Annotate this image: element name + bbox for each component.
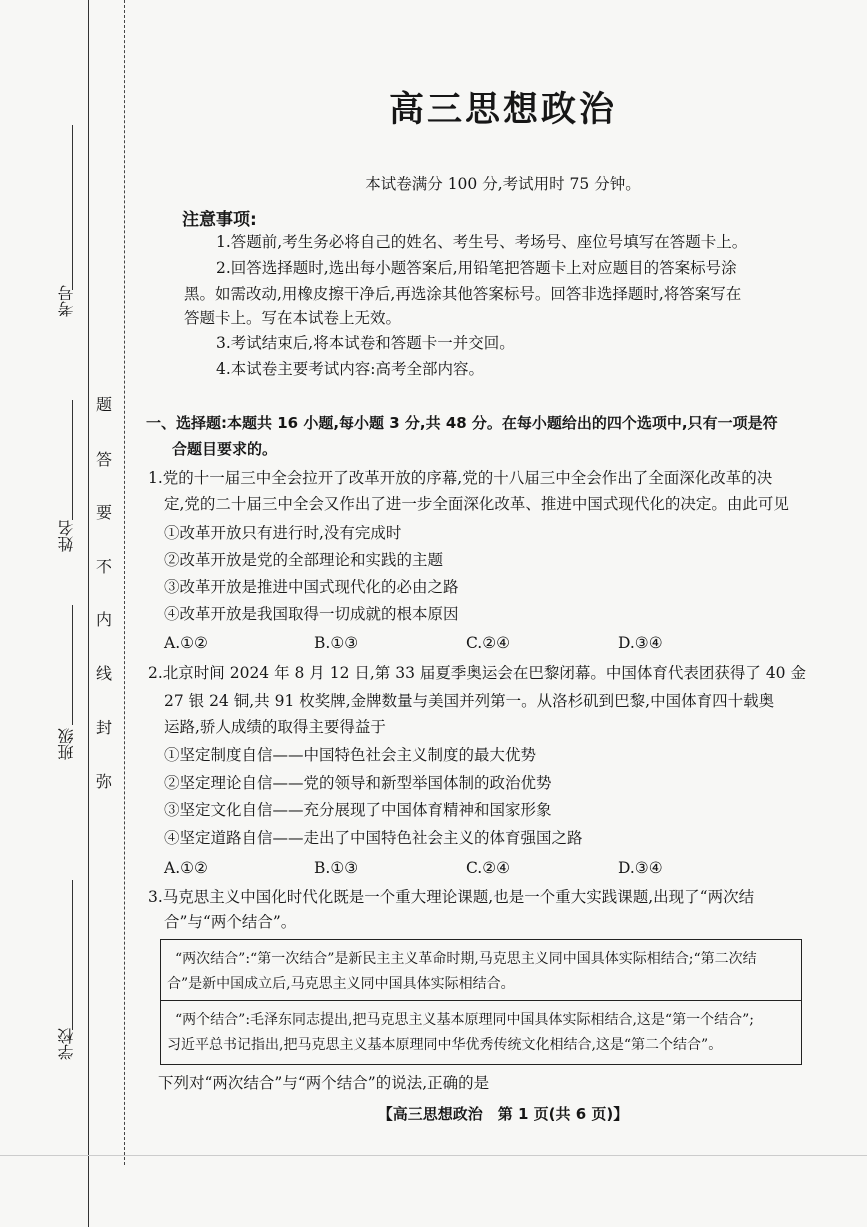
q2-item: ④坚定道路自信——走出了中国特色社会主义的体育强国之路 <box>164 829 583 847</box>
q2-option-d: D.③④ <box>618 859 663 877</box>
note-line: 2.回答选择题时,选出每小题答案后,用铅笔把答题卡上对应题目的答案标号涂 <box>216 259 737 277</box>
note-line: 1.答题前,考生务必将自己的姓名、考生号、考场号、座位号填写在答题卡上。 <box>216 233 748 251</box>
seal-char-8: 弥 <box>96 772 113 791</box>
section-heading-cont: 合题目要求的。 <box>172 440 278 458</box>
box-text: 习近平总书记指出,把马克思主义基本原理同中华优秀传统文化相结合,这是“第二个结合”。 <box>167 1037 723 1053</box>
binding-margin <box>0 0 150 1227</box>
q1-option-c: C.②④ <box>466 634 511 652</box>
seal-char-7: 封 <box>96 718 113 737</box>
q2-stem: 27 银 24 铜,共 91 枚奖牌,金牌数量与美国并列第一。从洛杉矶到巴黎,中国体育四十载奥 <box>164 692 775 710</box>
q1-item: ②改革开放是党的全部理论和实践的主题 <box>164 551 444 569</box>
q1-item: ④改革开放是我国取得一切成就的根本原因 <box>164 605 459 623</box>
seal-char-3: 要 <box>96 503 113 522</box>
q1-option-b: B.①③ <box>314 634 359 652</box>
note-line: 答题卡上。写在本试卷上无效。 <box>184 309 402 327</box>
exam-no-line <box>72 125 73 290</box>
box-text: 合”是新中国成立后,马克思主义同中国具体实际相结合。 <box>167 976 515 992</box>
notes-heading: 注意事项: <box>182 210 257 230</box>
seal-char-6: 线 <box>96 664 113 683</box>
scan-edge-line <box>0 1155 867 1156</box>
box-text: “两次结合”:“第一次结合”是新民主主义革命时期,马克思主义同中国具体实际相结合;“第二次结 <box>175 951 757 967</box>
page-footer: 【高三思想政治 第 1 页(共 6 页)】 <box>377 1105 629 1123</box>
class-line <box>72 605 73 725</box>
box-divider <box>161 1000 801 1001</box>
q2-stem: 运路,骄人成绩的取得主要得益于 <box>164 718 386 736</box>
q3-question: 下列对“两次结合”与“两个结合”的说法,正确的是 <box>158 1074 490 1092</box>
note-line: 4.本试卷主要考试内容:高考全部内容。 <box>216 360 485 378</box>
q1-stem: 定,党的二十届三中全会又作出了进一步全面深化改革、推进中国式现代化的决定。由此可见 <box>164 495 789 513</box>
note-line: 3.考试结束后,将本试卷和答题卡一并交回。 <box>216 334 515 352</box>
exam-intro: 本试卷满分 100 分,考试用时 75 分钟。 <box>365 175 641 193</box>
q2-option-c: C.②④ <box>466 859 511 877</box>
box-text: “两个结合”:毛泽东同志提出,把马克思主义基本原理同中国具体实际相结合,这是“第一个结合”; <box>175 1012 754 1028</box>
seal-char-1: 题 <box>96 395 113 414</box>
q3-material-box <box>160 939 802 1065</box>
q2-item: ②坚定理论自信——党的领导和新型举国体制的政治优势 <box>164 774 552 792</box>
main-content <box>148 0 858 1227</box>
q1-item: ③改革开放是推进中国式现代化的必由之路 <box>164 578 459 596</box>
q1-stem: 1.党的十一届三中全会拉开了改革开放的序幕,党的十八届三中全会作出了全面深化改革的决 <box>148 469 773 487</box>
seal-dashed-line <box>124 0 125 1165</box>
outer-binding-line <box>88 0 89 1227</box>
name-label: 姓名 <box>57 520 76 552</box>
seal-char-2: 答 <box>96 450 113 469</box>
note-line: 黑。如需改动,用橡皮擦干净后,再选涂其他答案标号。回答非选择题时,将答案写在 <box>184 285 742 303</box>
seal-char-4: 不 <box>96 557 113 576</box>
q2-option-b: B.①③ <box>314 859 359 877</box>
q2-stem: 2.北京时间 2024 年 8 月 12 日,第 33 届夏季奥运会在巴黎闭幕。中国体育代表团获得了 40 金 <box>148 664 806 682</box>
school-label: 学校 <box>57 1028 76 1060</box>
school-line <box>72 880 73 1030</box>
page-title: 高三思想政治 <box>388 90 617 130</box>
q3-stem: 合”与“两个结合”。 <box>164 913 297 931</box>
q1-option-a: A.①② <box>164 634 208 652</box>
exam-no-label: 考号 <box>57 285 76 317</box>
name-line <box>72 400 73 520</box>
section-heading: 一、选择题:本题共 16 小题,每小题 3 分,共 48 分。在每小题给出的四个选项中,只有一项是符 <box>146 414 778 432</box>
q1-item: ①改革开放只有进行时,没有完成时 <box>164 524 402 542</box>
q2-item: ①坚定制度自信——中国特色社会主义制度的最大优势 <box>164 746 537 764</box>
class-label: 班级 <box>57 728 76 760</box>
seal-char-5: 内 <box>96 610 113 629</box>
q2-option-a: A.①② <box>164 859 208 877</box>
q1-option-d: D.③④ <box>618 634 663 652</box>
q3-stem: 3.马克思主义中国化时代化既是一个重大理论课题,也是一个重大实践课题,出现了“两次结 <box>148 888 755 906</box>
q2-item: ③坚定文化自信——充分展现了中国体育精神和国家形象 <box>164 801 552 819</box>
